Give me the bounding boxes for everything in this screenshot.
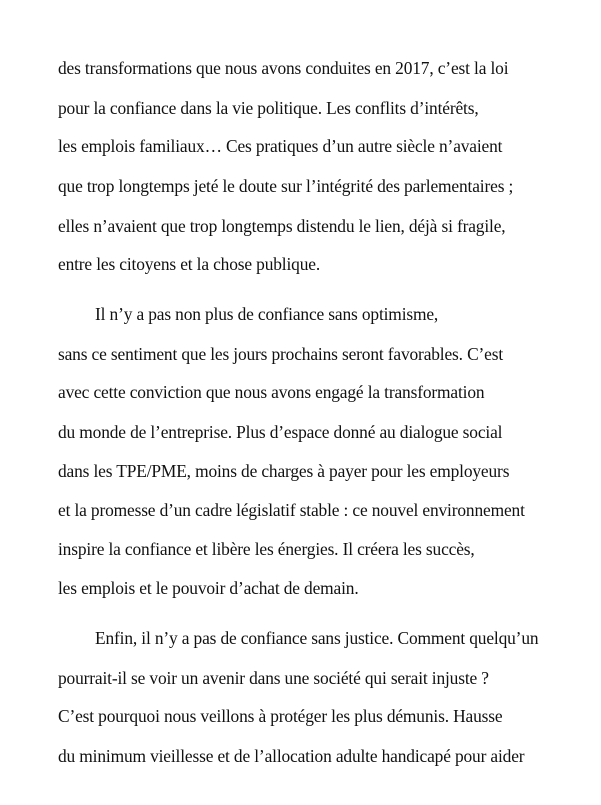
text-line: les emplois familiaux… Ces pratiques d’un autre siècle n’avaient xyxy=(58,136,503,156)
text-line: C’est pourquoi nous veillons à protéger les plus démunis. Hausse xyxy=(58,706,503,726)
text-line: Enfin, il n’y a pas de confiance sans justice. Comment quelqu’un xyxy=(95,628,539,648)
text-line: Il n’y a pas non plus de confiance sans optimisme, xyxy=(95,304,439,324)
text-line: et la promesse d’un cadre législatif stable : ce nouvel environnement xyxy=(58,500,525,520)
text-line: dans les TPE/PME, moins de charges à payer pour les employeurs xyxy=(58,461,510,481)
text-line: les emplois et le pouvoir d’achat de demain. xyxy=(58,578,359,598)
text-line: inspire la confiance et libère les énergies. Il créera les succès, xyxy=(58,539,475,559)
text-line: pourrait-il se voir un avenir dans une société qui serait injuste ? xyxy=(58,668,489,688)
text-line: avec cette conviction que nous avons engagé la transformation xyxy=(58,382,485,402)
text-line: que trop longtemps jeté le doute sur l’intégrité des parlementaires ; xyxy=(58,176,514,196)
text-line: des transformations que nous avons conduites en 2017, c’est la loi xyxy=(58,58,509,78)
text-line: sans ce sentiment que les jours prochains seront favorables. C’est xyxy=(58,344,504,364)
text-line: du monde de l’entreprise. Plus d’espace donné au dialogue social xyxy=(58,422,503,442)
text-line: pour la confiance dans la vie politique. Les conflits d’intérêts, xyxy=(58,98,479,118)
text-line: elles n’avaient que trop longtemps distendu le lien, déjà si fragile, xyxy=(58,216,506,236)
text-line: entre les citoyens et la chose publique. xyxy=(58,254,321,274)
text-line: du minimum vieillesse et de l’allocation adulte handicapé pour aider xyxy=(58,746,525,766)
